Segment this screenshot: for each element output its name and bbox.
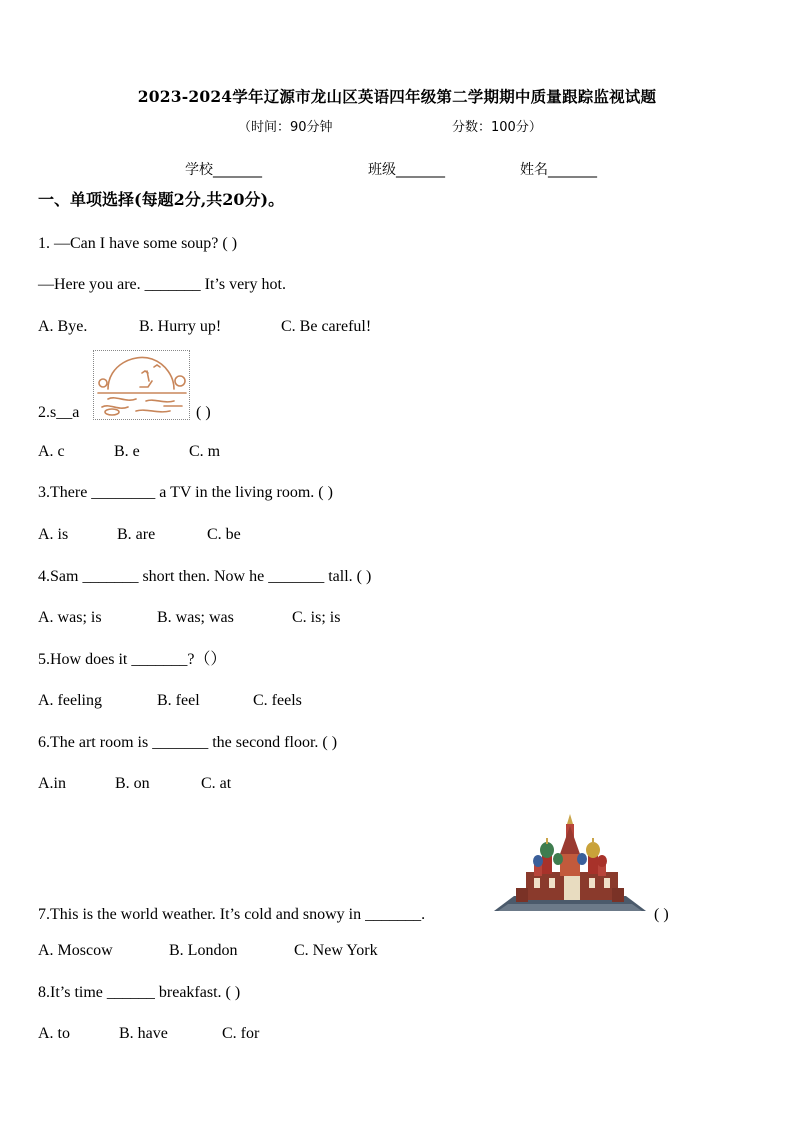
option-b[interactable]: B. Hurry up! — [139, 318, 222, 335]
option-c[interactable]: C. be — [207, 526, 241, 543]
question-7-stem: 7.This is the world weather. It’s cold and snowy in _______. — [38, 906, 426, 923]
option-a[interactable]: A. to — [38, 1025, 70, 1042]
question-4-stem: 4.Sam _______ short then. Now he _______ tall. ( ) — [38, 568, 372, 585]
option-c[interactable]: C. feels — [253, 692, 302, 709]
question-6-stem: 6.The art room is _______ the second floor. ( ) — [38, 734, 338, 751]
option-c[interactable]: C. Be careful! — [281, 318, 372, 335]
question-7-options — [38, 941, 378, 961]
question-3-options — [38, 525, 241, 545]
option-b[interactable]: B. was; was — [157, 609, 234, 626]
question-2-stem: 2.s__a — [38, 404, 80, 421]
question-8-options — [38, 1024, 259, 1044]
section-heading: 一、单项选择(每题2分,共20分)。 — [38, 190, 285, 209]
option-b[interactable]: B. have — [119, 1025, 168, 1042]
option-a[interactable]: A.in — [38, 775, 66, 792]
option-a[interactable]: A. c — [38, 443, 65, 460]
page-title: 2023-2024学年辽源市龙山区英语四年级第二学期期中质量跟踪监视试题 — [137, 87, 657, 106]
moscow-cathedral-image — [494, 812, 646, 912]
exam-score: 分数：100分） — [452, 120, 542, 135]
option-b[interactable]: B. on — [115, 775, 150, 792]
option-a[interactable]: A. was; is — [38, 609, 102, 626]
option-c[interactable]: C. for — [222, 1025, 260, 1042]
question-2-bracket: ( ) — [196, 404, 211, 421]
option-c[interactable]: C. New York — [294, 942, 378, 959]
sea-sketch-image — [93, 350, 190, 420]
option-c[interactable]: C. at — [201, 775, 232, 792]
option-a[interactable]: A. is — [38, 526, 69, 543]
option-b[interactable]: B. feel — [157, 692, 200, 709]
question-5-stem: 5.How does it _______?（） — [38, 651, 227, 668]
question-2-options — [38, 442, 220, 462]
question-5-options — [38, 691, 302, 711]
option-b[interactable]: B. London — [169, 942, 238, 959]
class-field: 班级_______ — [368, 162, 445, 178]
question-6-options — [38, 774, 231, 794]
question-8-stem: 8.It’s time ______ breakfast. ( ) — [38, 984, 241, 1001]
option-b[interactable]: B. are — [117, 526, 156, 543]
name-field: 姓名_______ — [520, 162, 597, 178]
option-a[interactable]: A. feeling — [38, 692, 102, 709]
option-c[interactable]: C. is; is — [292, 609, 341, 626]
school-field: 学校_______ — [185, 162, 262, 178]
option-c[interactable]: C. m — [189, 443, 221, 460]
question-3-stem: 3.There ________ a TV in the living room. ( ) — [38, 484, 333, 501]
question-1-options — [38, 317, 371, 337]
option-b[interactable]: B. e — [114, 443, 140, 460]
option-a[interactable]: A. Moscow — [38, 942, 113, 959]
question-1-stem: 1. —Can I have some soup? ( ) — [38, 235, 238, 252]
question-7-bracket: ( ) — [654, 906, 669, 923]
option-a[interactable]: A. Bye. — [38, 318, 88, 335]
question-4-options — [38, 608, 340, 628]
exam-time: （时间：90分钟 — [238, 120, 333, 135]
question-1-stem-2: —Here you are. _______ It’s very hot. — [38, 276, 286, 293]
